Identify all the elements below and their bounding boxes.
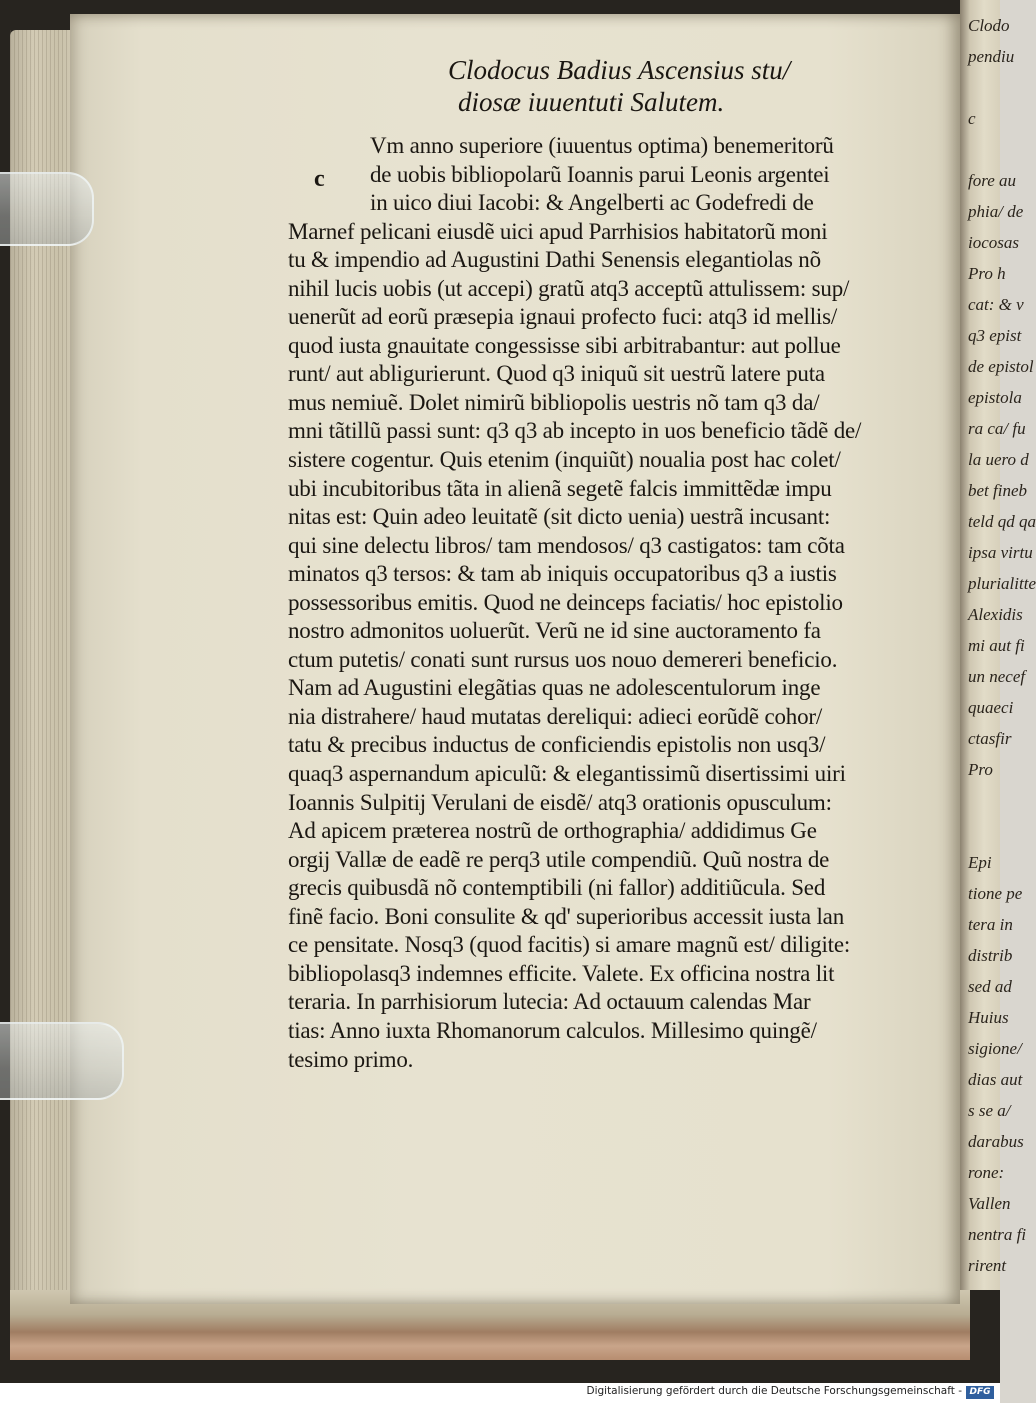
facing-line: phia/ de: [968, 202, 1024, 221]
facing-line: darabus: [968, 1132, 1024, 1151]
facing-line: [968, 72, 1028, 103]
body-line: nostro admonitos uoluerũt. Verũ ne id sine auctoramento fa: [288, 618, 821, 644]
facing-line: [968, 785, 1028, 816]
facing-line: Epi: [968, 853, 992, 872]
body-line: in uico diui Iacobi: & Angelberti ac Godefredi de: [370, 190, 814, 216]
body-line: Ioannis Sulpitij Verulani de eisdẽ/ atq3 orationis opusculum:: [288, 789, 832, 815]
dfg-logo: DFG: [966, 1386, 994, 1399]
facing-line: mi aut fi: [968, 636, 1025, 655]
facing-line: plurialitte: [968, 574, 1036, 593]
body-line: mni tãtillũ passi sunt: q3 q3 ab incepto in uos beneficio tãdẽ de/: [288, 418, 862, 444]
body-line: tias: Anno iuxta Rhomanorum calculos. Millesimo quingẽ/: [288, 1017, 817, 1043]
facing-line: bet fineb: [968, 481, 1028, 500]
body-line: Vm anno superiore (iuuentus optima) benemeritorũ: [370, 133, 834, 158]
heading-line: diosæ iuuentuti Salutem.: [458, 87, 725, 117]
facing-line: q3 epist: [968, 326, 1022, 345]
heading-line: Clodocus Badius Ascensius stu/: [448, 55, 791, 85]
page-clamp-top: [0, 172, 94, 246]
body-line: possessoribus emitis. Quod ne deinceps faciatis/ hoc epistolio: [288, 589, 843, 615]
facing-line: la uero d: [968, 450, 1029, 469]
footer-credit: Digitalisierung gefördert durch die Deutsche Forschungsgemeinschaft -: [586, 1385, 962, 1397]
facing-line: dias aut: [968, 1070, 1023, 1089]
facing-line: un necef: [968, 667, 1026, 686]
marginal-letter: c: [314, 166, 325, 192]
body-line: runt/ aut abligurierunt. Quod q3 iniquũ sit uestrũ latere puta: [288, 361, 825, 387]
body-line: grecis quibusdã nõ contemptibili (ni fallor) additiũcula. Sed: [288, 875, 826, 901]
facing-line: tera in: [968, 915, 1013, 934]
body-line: ce pensitate. Nosq3 (quod facitis) si amare magnũ est/ diligite:: [288, 932, 851, 958]
facing-line: Huius: [968, 1008, 1009, 1027]
facing-line: rone:: [968, 1163, 1005, 1182]
body-line: ubi incubitoribus tãta in alienã segetẽ falcis immittẽdæ impu: [288, 475, 832, 501]
body-line: ctum putetis/ conati sunt rursus uos nouo demereri beneficio.: [288, 646, 838, 672]
body-line: uenerũt ad eorũ præsepia ignaui profecto fuci: atq3 id mellis/: [288, 304, 838, 330]
facing-line: ipsa virtu: [968, 543, 1033, 562]
facing-line: iocosas: [968, 233, 1019, 252]
body-line: quaq3 aspernandum apiculũ: & elegantissimũ disertissimi uiri: [288, 761, 846, 787]
body-line: Ad apicem præterea nostrũ de orthographia/ addidimus Ge: [288, 818, 817, 844]
facing-line: Pro h: [968, 264, 1006, 283]
facing-page: [960, 0, 1036, 1290]
body-line: quod iusta gnauitate congessisse sibi arbitrabantur: aut pollue: [288, 332, 841, 358]
body-line: bibliopolasq3 indemnes efficite. Valete. Ex officina nostra lit: [288, 960, 835, 986]
body-line: mus nemiuẽ. Dolet nimirũ bibliopolis uestris nõ tam q3 da/: [288, 389, 820, 415]
body-line: nitas est: Quin adeo leuitatẽ (sit dicto uenia) uestrã incusant:: [288, 504, 831, 530]
body-line: Marnef pelicani eiusdẽ uici apud Parrhisios habitatorũ moni: [288, 218, 828, 244]
facing-line: s se a/: [968, 1101, 1011, 1120]
facing-line: Alexidis: [968, 605, 1023, 624]
body-line: sistere cogentur. Quis etenim (inquiũt) noualia post hac colet/: [288, 447, 841, 473]
facing-line: sigione/: [968, 1039, 1022, 1058]
body-line: qui sine delectu libros/ tam mendosos/ q3 castigatos: tam cõta: [288, 532, 845, 558]
body-line: tatu & precibus inductus de conficiendis epistolis non usq3/: [288, 732, 826, 758]
body-line: teraria. In parrhisiorum lutecia: Ad octauum calendas Mar: [288, 989, 811, 1015]
facing-line: sed ad: [968, 977, 1012, 996]
facing-line: Pro: [968, 760, 993, 779]
facing-line: rirent: [968, 1256, 1007, 1275]
facing-line: Clodo: [968, 16, 1010, 35]
body-line: minatos q3 tersos: & tam ab iniquis occupatoribus q3 a iustis: [288, 561, 837, 587]
page-clamp-bottom: [0, 1022, 124, 1100]
facing-line: teld qd qa: [968, 512, 1036, 531]
facing-line: tione pe: [968, 884, 1023, 903]
facing-page-text: [968, 10, 1036, 1281]
body-line: tesimo primo.: [288, 1046, 414, 1072]
body-line: orgij Vallæ de eadẽ re perq3 utile compendiũ. Quũ nostra de: [288, 846, 830, 872]
facing-line: pendiu: [968, 47, 1015, 66]
facing-line: [968, 816, 1028, 847]
facing-line: c: [968, 109, 976, 128]
facing-line: distrib: [968, 946, 1013, 965]
body-line: finẽ facio. Boni consulite & qd' superioribus accessit iusta lan: [288, 903, 844, 929]
facing-line: fore au: [968, 171, 1017, 190]
letter-heading: [448, 54, 808, 118]
facing-line: cat: & v: [968, 295, 1024, 314]
facing-line: ctasfir: [968, 729, 1012, 748]
facing-line: Vallen: [968, 1194, 1011, 1213]
body-line: de uobis bibliopolarũ Ioannis parui Leonis argentei: [370, 161, 830, 187]
facing-line: de epistol: [968, 357, 1034, 376]
body-line: tu & impendio ad Augustini Dathi Senensis elegantiolas nõ: [288, 247, 821, 273]
facing-line: ra ca/ fu: [968, 419, 1026, 438]
body-line: Nam ad Augustini elegãtias quas ne adolescentulorum inge: [288, 675, 821, 701]
body-line: nia distrahere/ haud mutatas dereliqui: adieci eorũdẽ cohor/: [288, 703, 823, 729]
letter-body: [288, 132, 908, 1074]
facing-line: quaeci: [968, 698, 1014, 717]
footer-bar: [0, 1383, 1000, 1403]
facing-line: nentra fi: [968, 1225, 1027, 1244]
facing-line: epistola: [968, 388, 1022, 407]
body-line: nihil lucis uobis (ut accepi) gratũ atq3 acceptũ attulissem: sup/: [288, 275, 850, 301]
facing-line: [968, 134, 1028, 165]
